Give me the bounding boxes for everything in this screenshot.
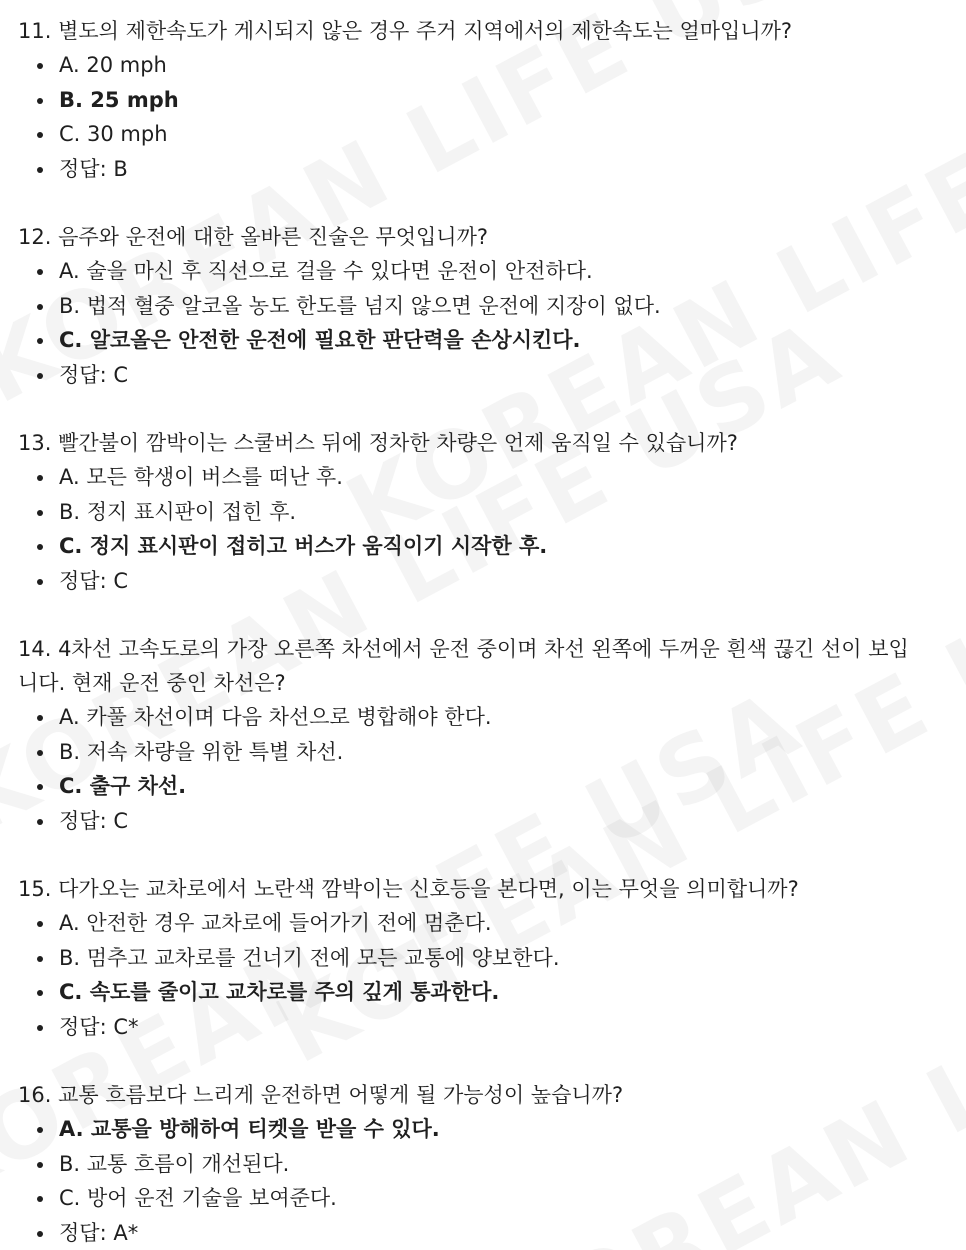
question-title: 11. 별도의 제한속도가 게시되지 않은 경우 주거 지역에서의 제한속도는 얼마입니까? xyxy=(18,19,793,43)
question-title: 16. 교통 흐름보다 느리게 운전하면 어떻게 될 가능성이 높습니까? xyxy=(18,1083,624,1107)
option-list xyxy=(18,1112,966,1250)
question-title: 14. 4차선 고속도로의 가장 오른쪽 차선에서 운전 중이며 차선 왼쪽에 두꺼운 흰색 끊긴 선이 보입니다. 현재 운전 중인 차선은? xyxy=(18,637,909,695)
question-title: 15. 다가오는 교차로에서 노란색 깜박이는 신호등을 본다면, 이는 무엇을 의미합니까? xyxy=(18,877,799,901)
option-c: C. 30 mph xyxy=(18,117,966,152)
option-a-correct: A. 교통을 방해하여 티켓을 받을 수 있다. xyxy=(18,1112,966,1147)
option-a: A. 모든 학생이 버스를 떠난 후. xyxy=(18,460,966,495)
option-b: B. 멈추고 교차로를 건너기 전에 모든 교통에 양보한다. xyxy=(18,941,966,976)
option-list xyxy=(18,254,966,392)
option-a: A. 카풀 차선이며 다음 차선으로 병합해야 한다. xyxy=(18,700,966,735)
option-b: B. 교통 흐름이 개선된다. xyxy=(18,1147,966,1182)
answer-line: 정답: B xyxy=(18,152,966,187)
option-b: B. 저속 차량을 위한 특별 차선. xyxy=(18,735,966,770)
answer-line: 정답: C xyxy=(18,564,966,599)
question-12 xyxy=(18,220,966,392)
option-list xyxy=(18,700,966,838)
question-14 xyxy=(18,632,966,838)
option-list xyxy=(18,906,966,1044)
option-c: C. 방어 운전 기술을 보여준다. xyxy=(18,1181,966,1216)
option-b-correct: B. 25 mph xyxy=(18,83,966,118)
answer-line: 정답: C* xyxy=(18,1010,966,1045)
answer-line: 정답: C xyxy=(18,358,966,393)
option-a: A. 20 mph xyxy=(18,48,966,83)
question-15 xyxy=(18,872,966,1044)
answer-line: 정답: A* xyxy=(18,1216,966,1250)
option-c-correct: C. 속도를 줄이고 교차로를 주의 깊게 통과한다. xyxy=(18,975,966,1010)
option-c-correct: C. 정지 표시판이 접히고 버스가 움직이기 시작한 후. xyxy=(18,529,966,564)
option-b: B. 정지 표시판이 접힌 후. xyxy=(18,495,966,530)
question-16 xyxy=(18,1078,966,1250)
answer-line: 정답: C xyxy=(18,804,966,839)
option-b: B. 법적 혈중 알코올 농도 한도를 넘지 않으면 운전에 지장이 없다. xyxy=(18,289,966,324)
option-a: A. 술을 마신 후 직선으로 걸을 수 있다면 운전이 안전하다. xyxy=(18,254,966,289)
option-c-correct: C. 알코올은 안전한 운전에 필요한 판단력을 손상시킨다. xyxy=(18,323,966,358)
option-a: A. 안전한 경우 교차로에 들어가기 전에 멈춘다. xyxy=(18,906,966,941)
question-11 xyxy=(18,14,966,186)
option-list xyxy=(18,48,966,186)
question-title: 13. 빨간불이 깜박이는 스쿨버스 뒤에 정차한 차량은 언제 움직일 수 있습니까? xyxy=(18,431,738,455)
option-c-correct: C. 출구 차선. xyxy=(18,769,966,804)
question-13 xyxy=(18,426,966,598)
question-title: 12. 음주와 운전에 대한 올바른 진술은 무엇입니까? xyxy=(18,225,489,249)
option-list xyxy=(18,460,966,598)
